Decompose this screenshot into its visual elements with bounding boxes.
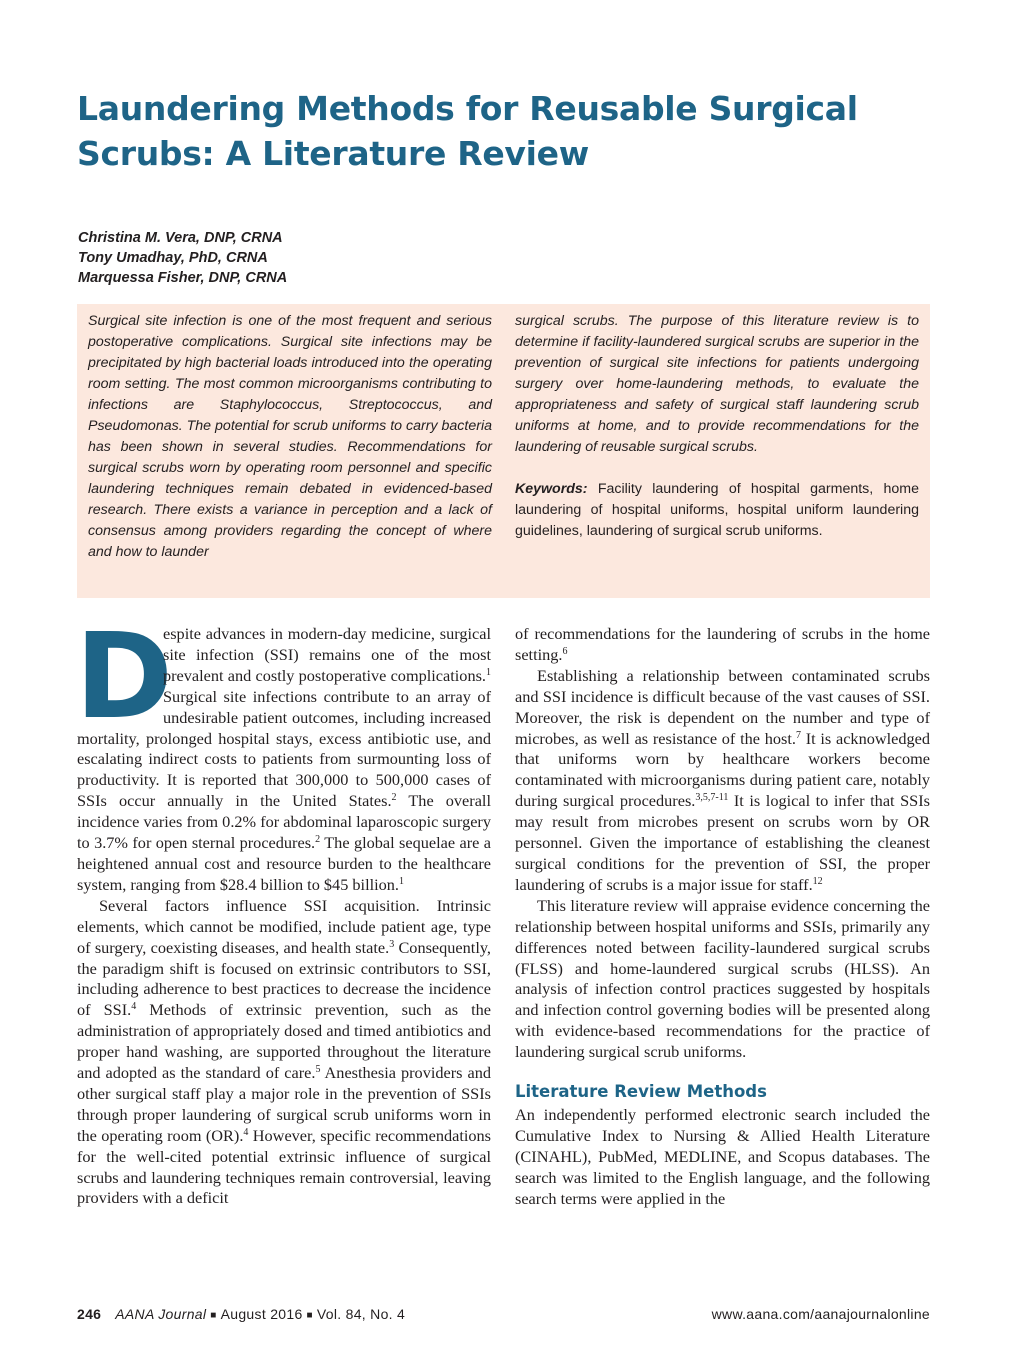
author-1: Christina M. Vera, DNP, CRNA (78, 230, 283, 246)
citation: 2 (315, 834, 321, 846)
abstract-text-part2: surgical scrubs. The purpose of this literature review is to determine if facility-laundered surgical scrubs are superior in the prevention of surgical site infections for patients undergoing surgery over home-laundering methods, to evaluate the appropriateness and safety of surgical staff laundering scrub uniforms at home, and to provide recommendations for the laundering of reusable surgical scrubs. (515, 313, 919, 455)
body-column-left (75, 607, 492, 1209)
body-paragraph-1 (75, 607, 492, 896)
page-footer (77, 1306, 930, 1326)
footer-citation (77, 1306, 405, 1322)
title-line-2: Scrubs: A Literature Review (77, 134, 589, 173)
keywords-label: Keywords: (515, 481, 588, 497)
keywords-text: Facility laundering of hospital garments, home laundering of hospital uniforms, hospital uniform laundering guidelines, laundering of surgical scrub uniforms. (515, 481, 919, 539)
journal-url-link[interactable]: www.aana.com/aanajournalonline (711, 1306, 930, 1322)
article-title (77, 86, 877, 176)
issue-date: August 2016 (220, 1306, 303, 1322)
author-list (78, 228, 578, 288)
title-line-1: Laundering Methods for Reusable Surgical (77, 89, 858, 128)
body-text: Several factors influence SSI acquisition. Intrinsic elements, which cannot be modified, include patient age, type of surgery, coexisting diseases, and health state. (77, 895, 491, 957)
body-text: It is acknowledged that uniforms worn by healthcare workers become contaminated with microorganisms during patient care, notably during surgical procedures. (515, 728, 931, 811)
author-2: Tony Umadhay, PhD, CRNA (78, 250, 268, 266)
citation: 5 (315, 1064, 321, 1076)
abstract-box (77, 304, 930, 598)
body-paragraph-5: This literature review will appraise evidence concerning the relationship between hospital uniforms and SSIs, primarily any differences noted between facility-laundered surgical scrubs (FLSS) and home-laundered surgical scrubs (HLSS). An analysis of infection control practices suggested by hospitals and infection control governing bodies will be presented along with evidence-based recommendations for the practice of laundering surgical scrub uniforms. (515, 895, 930, 1062)
body-text: Surgical site infections contribute to an array of undesirable patient outcomes, including increased mortality, prolonged hospital stays, excess antibiotic use, and escalating indirect costs to patients from surmounting loss of productivity. It is reported that 300,000 to 500,000 cases of SSIs occur annually in the United States. (77, 686, 491, 811)
abstract-text-part1: Surgical site infection is one of the most frequent and serious postoperative complications. Surgical site infections may be precipitated by high bacterial loads introduced into the operating room setting. The most common microorganisms contributing to infections are Staphylococcus, Streptococcus, and Pseudomonas. The potential for scrub uniforms to carry bacteria has been shown in several studies. Recommendations for surgical scrubs worn by operating room personnel and specific laundering techniques remain debated in evidenced-based research. There exists a variance in perception and a lack of consensus among providers regarding the concept of where and how to launder (88, 313, 492, 560)
abstract-right-column (515, 311, 919, 542)
keywords (515, 479, 919, 542)
body-text: of recommendations for the laundering of scrubs in the home setting. (515, 624, 930, 664)
body-text: The overall incidence varies from 0.2% for abdominal laparoscopic surgery to 3.7% for open sternal procedures. (77, 791, 491, 853)
drop-cap: D (75, 607, 173, 745)
volume-issue: Vol. 84, No. 4 (316, 1306, 406, 1322)
author-3: Marquessa Fisher, DNP, CRNA (78, 270, 288, 286)
body-paragraph-2 (77, 896, 491, 1210)
citation: 12 (812, 875, 823, 887)
body-paragraph-4 (515, 666, 930, 896)
page-number: 246 (77, 1306, 102, 1322)
body-text: espite advances in modern-day medicine, surgical site infection (SSI) remains one of the most prevalent and costly postoperative complications. (163, 624, 491, 685)
body-column-right (515, 624, 930, 1210)
citation: 1 (399, 875, 404, 887)
body-text: It is logical to infer that SSIs may result from microbes present on scrubs worn by OR personnel. Given the importance of establishing the cleanest surgical conditions for the prevention of SSI, the proper laundering of scrubs is a major issue for staff. (515, 791, 930, 894)
citation: 6 (562, 645, 568, 657)
citation: 7 (795, 729, 801, 741)
body-text: Consequently, the paradigm shift is focused on extrinsic contributors to SSI, including adherence to best practices to decrease the incidence of SSI. (77, 937, 491, 1020)
citation: 4 (243, 1126, 249, 1138)
separator-square-icon: ■ (210, 1310, 217, 1321)
body-paragraph-6: An independently performed electronic search included the Cumulative Index to Nursing & Allied Health Literature (CINAHL), PubMed, MEDLINE, and Scopus databases. The search was limited to the English language, and the following search terms were applied in the (515, 1105, 930, 1208)
citation: 4 (131, 1001, 137, 1013)
body-text: However, specific recommendations for the well-cited potential extrinsic influence of surgical scrubs and laundering techniques remain controversial, leaving providers with a deficit (77, 1125, 491, 1208)
body-text: Anesthesia providers and other surgical staff play a major role in the prevention of SSIs through proper laundering of surgical scrub uniforms worn in the operating room (OR). (77, 1063, 491, 1145)
separator-square-icon: ■ (306, 1310, 313, 1321)
citation: 3 (389, 938, 395, 950)
body-text: Methods of extrinsic prevention, such as the administration of appropriately dosed and timed antibiotics and proper hand washing, are supported throughout the literature and adopted as the standard of care. (77, 1000, 491, 1083)
body-paragraph-3 (515, 624, 930, 666)
citation: 3,5,7-11 (695, 792, 729, 804)
body-text: Establishing a relationship between contaminated scrubs and SSI incidence is difficult because of the vast causes of SSI. Moreover, the risk is dependent on the number and type of microbes, as well as resistance of the host. (515, 665, 930, 748)
journal-name: AANA Journal (115, 1306, 207, 1322)
citation: 2 (391, 792, 397, 804)
body-text: The global sequelae are a heightened annual cost and resource burden to the healthcare system, ranging from $28.4 billion to $45 billion. (77, 833, 492, 894)
citation: 1 (486, 666, 491, 678)
section-heading: Literature Review Methods (515, 1082, 767, 1102)
